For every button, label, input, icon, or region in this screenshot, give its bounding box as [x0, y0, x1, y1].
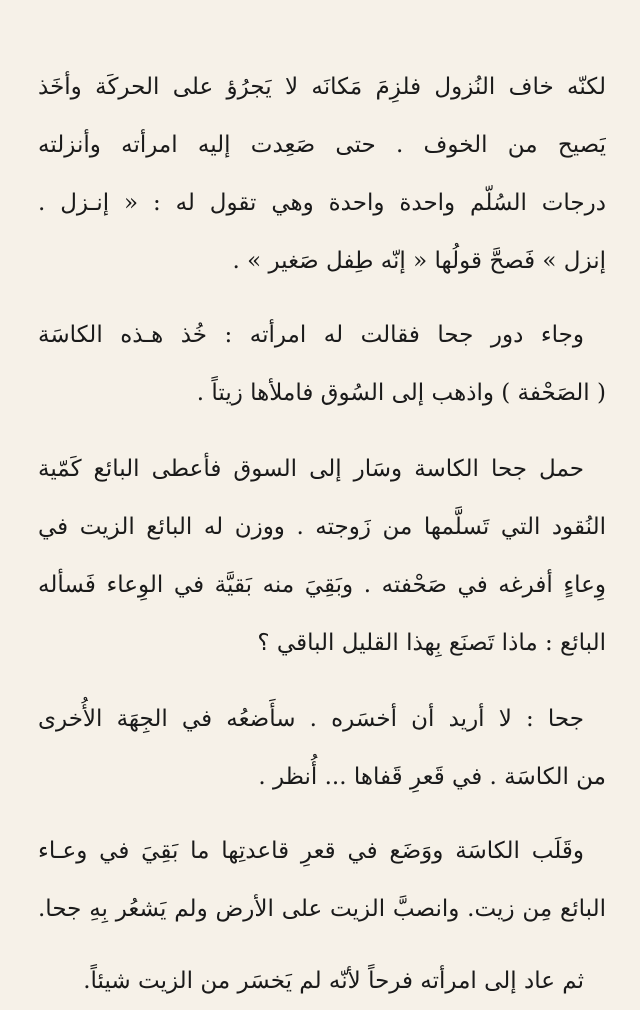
text-line: جحا : لا أريد أن أخسَره . سأَضعُه في الجِهَة الأُخرى — [38, 706, 584, 732]
text-line: وجاء دور جحا فقالت له امرأته : خُذ هـذه الكاسَة — [38, 322, 584, 348]
paragraph-4 — [38, 690, 606, 806]
text-line: درجات السُلّم واحدة واحدة وهي تقول له : « إنـزل . — [38, 190, 606, 216]
paragraph-2 — [38, 306, 606, 422]
paragraph-3 — [38, 440, 606, 672]
text-line: ثم عاد إلى امرأته فرحاً لأنّه لم يَخسَر من الزيت شيئاً. — [83, 968, 584, 994]
text-line: يَصيح من الخوف . حتى صَعِدت إليه امرأته وأنزلته — [38, 132, 606, 158]
text-line: النُقود التي تَسلَّمها من زَوجته . ووزن له البائع الزيت في — [38, 514, 606, 540]
paragraph-5 — [38, 822, 606, 938]
paragraph-6 — [38, 952, 606, 1010]
text-line: البائع : ماذا تَصنَع بِهذا القليل الباقي ؟ — [257, 630, 606, 656]
story-text — [38, 58, 606, 1010]
text-line: وقَلَب الكاسَة ووَضَع في قعرِ قاعدتِها ما بَقِيَ في وعـاء — [38, 838, 584, 864]
text-line: وِعاءٍ أفرغه في صَحْفته . وبَقِيَ منه بَقيَّة في الوِعاء فَسأله — [38, 572, 606, 598]
text-line: إنزل » فَصحَّ قولُها « إنّه طِفل صَغير » . — [232, 248, 606, 274]
text-line: لكنّه خاف النُزول فلزِمَ مَكانَه لا يَجرُؤ على الحركَة وأخَذ — [38, 74, 606, 100]
text-line: من الكاسَة . في قَعرِ قَفاها ... أُنظر . — [258, 764, 606, 790]
paragraph-1 — [38, 58, 606, 290]
text-line: البائع مِن زيت. وانصبَّ الزيت على الأرض ولم يَشعُر بِهِ جحا. — [38, 896, 606, 922]
text-line: ( الصَحْفة ) واذهب إلى السُوق فاملأها زيتاً . — [196, 380, 606, 406]
text-line: حمل جحا الكاسة وسَار إلى السوق فأعطى البائع كَمّية — [38, 456, 584, 482]
